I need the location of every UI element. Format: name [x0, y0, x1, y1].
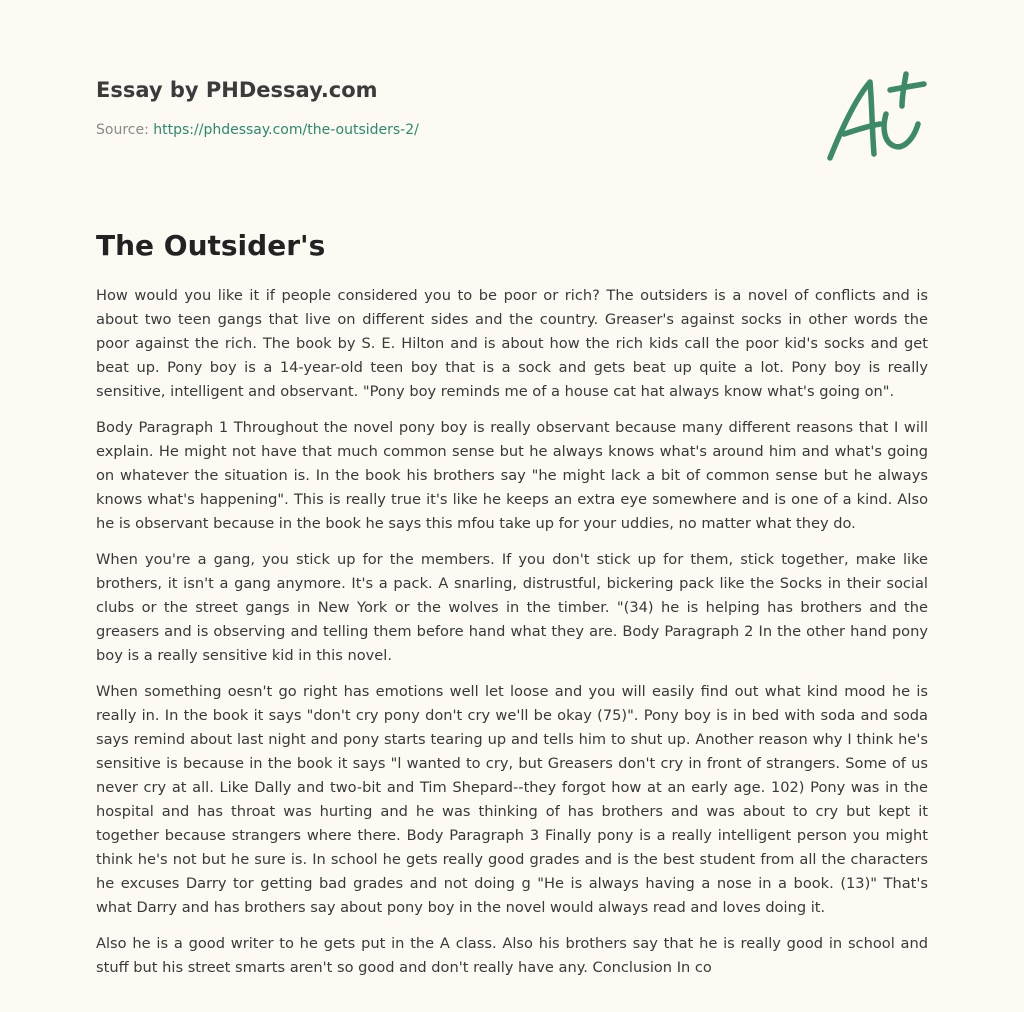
essay-paragraph: Body Paragraph 1 Throughout the novel pony boy is really observant because many different reasons that I will explain. He might not have that much common sense but he always knows what's around him and what's going on whatever the situation is. In the book his brothers say "he might lack a bit of common sense but he always knows what's happening". This is really true it's like he keeps an extra eye somewhere and is one of a kind. Also he is observant because in the book he says this mfou take up for your uddies, no matter what they do.: [96, 419, 928, 532]
source-link[interactable]: https://phdessay.com/the-outsiders-2/: [153, 122, 419, 138]
essay-paragraph: How would you like it if people considered you to be poor or rich? The outsiders is a novel of conflicts and is about two teen gangs that live on different sides and the country. Greaser's against socks in other words the poor against the rich. The book by S. E. Hilton and is about how the rich kids call the poor kid's socks and get beat up. Pony boy is a 14-year-old teen boy that is a sock and gets beat up quite a lot. Pony boy is really sensitive, intelligent and observant. "Pony boy reminds me of a house cat hat always know what's going on".: [96, 287, 928, 400]
essay-paragraph: Also he is a good writer to he gets put in the A class. Also his brothers say that he is really good in school and stuff but his street smarts aren't so good and don't really have any. Conclusion In co: [96, 935, 928, 976]
essay-paragraph: When you're a gang, you stick up for the members. If you don't stick up for them, stick together, make like brothers, it isn't a gang anymore. It's a pack. A snarling, distrustful, bickering pack like the Socks in their social clubs or the street gangs in New York or the wolves in the timber. "(34) he is helping has brothers and the greasers and is observing and telling them before hand what they are. Body Paragraph 2 In the other hand pony boy is a really sensitive kid in this novel.: [96, 551, 928, 664]
source-label: Source:: [96, 122, 154, 138]
essay-body: [96, 284, 928, 992]
a-plus-grade-icon: [822, 68, 928, 164]
source-line: [96, 120, 796, 140]
essay-title: The Outsider's: [96, 229, 326, 262]
site-brand: Essay by PHDessay.com: [96, 78, 378, 102]
page-header: [96, 72, 796, 140]
essay-paragraph: When something oesn't go right has emotions well let loose and you will easily find out what kind mood he is really in. In the book it says "don't cry pony don't cry we'll be okay (75)". Pony boy is in bed with soda and soda says remind about last night and pony starts tearing up and tells him to shut up. Another reason why I think he's sensitive is because in the book it says "l wanted to cry, but Greasers don't cry in front of strangers. Some of us never cry at all. Like Dally and two-bit and Tim Shepard--they forgot how at an early age. 102) Pony was in the hospital and has throat was hurting and he was thinking of has brothers and was about to cry but kept it together because strangers where there. Body Paragraph 3 Finally pony is a really intelligent person you might think he's not but he sure is. In school he gets really good grades and is the best student from all the characters he excuses Darry tor getting bad grades and not doing g "He is always having a nose in a book. (13)" That's what Darry and has brothers say about pony boy in the novel would always read and loves doing it.: [96, 683, 928, 916]
